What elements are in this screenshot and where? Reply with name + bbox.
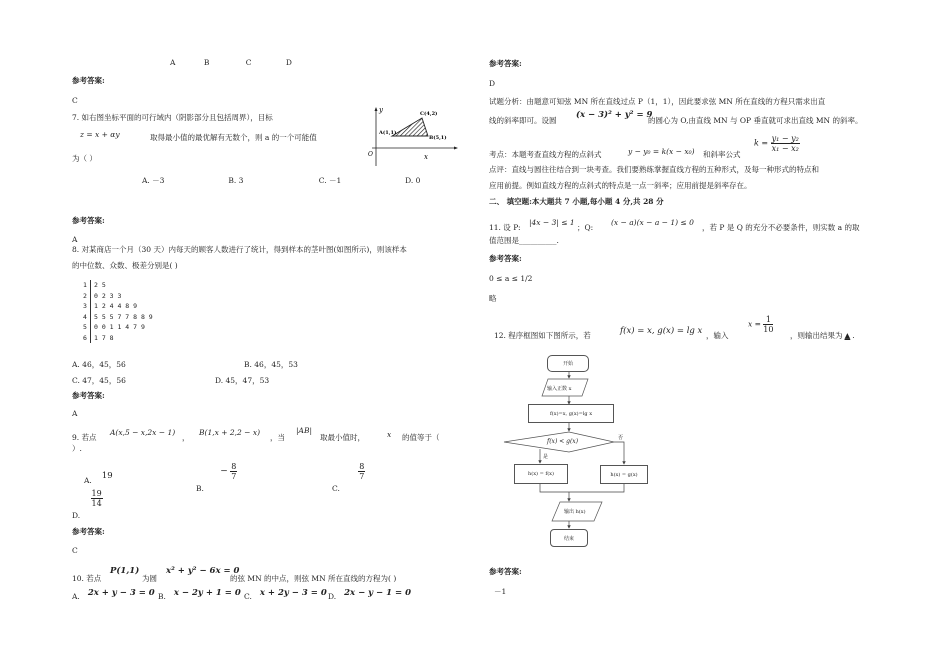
question-9-ab: |AB| [296, 426, 312, 435]
option-c: C [245, 58, 252, 67]
analysis-point-formula: y − y₀ = k(x − x₀) [628, 147, 695, 156]
flowchart-no: 否 [618, 435, 624, 441]
top-options [170, 58, 292, 67]
answer-value: C [72, 96, 78, 105]
answer-value: －1 [494, 587, 507, 596]
q10-option-c: C. x + 2y − 3 = 0 [244, 588, 327, 601]
q7-option-b: B. 3 [228, 176, 244, 185]
flowchart-start: 开始 [547, 355, 589, 372]
graph-point-a-label: A(1,1) [379, 130, 397, 136]
stem-leaf-row: 4 5 5 5 7 7 8 8 9 [80, 312, 153, 323]
question-10-circle-word: 为圆 [142, 574, 157, 583]
q8-option-b: B. 46，45，53 [244, 360, 298, 369]
analysis-circle: (x − 3)² + y² = 9 [576, 110, 653, 120]
question-11-q-label: ；Q: [577, 223, 594, 232]
slope-formula: k = $\frac{\text{y₁ − y₂}}{\text{x₁ − x₂}}$ [754, 134, 799, 153]
q10-option-a: A. 2x + y − 3 = 0 [72, 588, 155, 601]
feasible-region-graph [368, 104, 460, 168]
stem-leaf-plot [80, 280, 153, 343]
q10-option-d: D. 2x − y − 1 = 0 [328, 588, 412, 601]
question-9-when: ，当 [270, 433, 285, 442]
answer-label: 参考答案: [72, 216, 105, 225]
q9-option-d: D. $\frac{19}{14}$ [72, 489, 102, 520]
question-9-end2: ）. [72, 444, 82, 453]
question-11-prefix: 11. 设 P: [489, 223, 521, 232]
flowchart-left-box: h(x) = f(x) [514, 464, 568, 484]
flowchart-yes: 是 [543, 454, 549, 460]
answer-value: D [489, 79, 496, 88]
graph-origin-label: O [368, 151, 373, 158]
q9-option-b: B. − $\frac{8}{7}$ [196, 462, 237, 493]
graph-x-label: x [424, 153, 428, 161]
question-9-x: x [387, 430, 392, 439]
question-8-line1: 8. 对某商店一个月（30 天）内每天的顾客人数进行了统计，得到样本的茎叶图(如图所示)，则该样本 [72, 245, 407, 254]
stem-leaf-row: 6 1 7 8 [80, 333, 153, 344]
q8-option-c: C. 47，45，56 [72, 376, 126, 385]
analysis-line1: 试题分析：由题意可知弦 MN 所在直线过点 P（1，1），因此要求弦 MN 所在直线的方程只需求出直 [489, 97, 826, 106]
answer-label: 参考答案: [72, 527, 105, 536]
question-7-formula: z = x + αy [80, 130, 120, 139]
question-7-options [142, 175, 420, 186]
question-9-sep: ， [182, 433, 190, 442]
option-d: D [285, 58, 292, 67]
question-11-p: |4x − 3| ≤ 1 [529, 218, 575, 227]
answer-value: A [72, 235, 78, 244]
question-10-circle: x² + y² − 6x = 0 [166, 566, 240, 576]
q9-option-c: C. $\frac{8}{7}$ [332, 462, 365, 493]
graph-y-label: y [379, 106, 383, 114]
answer-value: 0 ≤ a ≤ 1/2 [489, 274, 533, 283]
question-10-prefix: 10. 若点 [72, 574, 102, 583]
question-12-input: ，输入 [706, 331, 729, 340]
question-7-line2: 取得最小值的最优解有无数个，则 a 的一个可能值 [150, 133, 317, 142]
answer-blank: ▲ [844, 331, 851, 340]
answer-label: 参考答案: [489, 59, 522, 68]
question-12-tail: ，则输出结果为 ▲ . [790, 331, 855, 340]
question-7-line1: 7. 如右图坐标平面的可行域内（阴影部分且包括周界），目标 [72, 113, 273, 122]
question-9-point-a: A(x,5 − x,2x − 1) [110, 428, 176, 437]
graph-point-c-label: C(4,2) [420, 111, 438, 117]
flowchart-output: 输出 h(x) [564, 509, 586, 515]
option-b: B [203, 58, 210, 67]
flowchart-condition: f(x) < g(x) [547, 438, 579, 445]
question-10-rest: 的弦 MN 的中点，则弦 MN 所在直线的方程为( ) [230, 574, 397, 583]
stem-leaf-row: 5 0 0 1 1 4 7 9 [80, 322, 153, 333]
question-11-q: (x − a)(x − a − 1) ≤ 0 [611, 218, 694, 227]
answer-label: 参考答案: [489, 254, 522, 263]
q10-option-b: B. x − 2y + 1 = 0 [158, 588, 241, 601]
question-11-line1-end: ，若 P 是 Q 的充分不必要条件，则实数 a 的取 [702, 223, 860, 232]
analysis-line2b: 的圆心为 O,由直线 MN 与 OP 垂直就可求出直线 MN 的斜率。 [648, 116, 863, 125]
question-12-funcs: f(x) = x, g(x) = lg x [620, 326, 703, 336]
q7-option-c: C. －1 [318, 176, 342, 185]
section-2-heading: 二、 填空题:本大题共 7 小题,每小题 4 分,共 28 分 [489, 197, 664, 206]
flowchart-end: 结束 [550, 529, 588, 547]
answer-label: 参考答案: [489, 567, 522, 576]
answer-label: 参考答案: [72, 391, 105, 400]
flowchart-input: 输入正数 x [547, 386, 572, 392]
flowchart [500, 352, 660, 552]
analysis-comment1: 点评：直线与圆往往结合到一块考查。我们要熟练掌握直线方程的五种形式，及每一种形式的特点和 [489, 165, 819, 174]
question-8-line2: 的中位数、众数、极差分别是( ) [72, 261, 178, 270]
analysis-point-tail: 和斜率公式 [703, 150, 741, 159]
analysis-line2a: 线的斜率即可。设圆 [489, 116, 557, 125]
question-12-x-value: x = $\frac{1}{10}$ [748, 315, 774, 334]
option-a: A [170, 58, 176, 67]
graph-point-b-label: B(5,1) [429, 135, 447, 141]
q8-option-a: A. 46，45，56 [72, 360, 126, 369]
analysis-comment2: 应用前提。例如直线方程的点斜式的特点是一点一斜率；应用前提是斜率存在。 [489, 181, 752, 190]
q8-option-d: D. 45，47，53 [215, 376, 270, 385]
question-9-point-b: B(1,x + 2,2 − x) [199, 428, 261, 437]
q9-option-a: A. 19 [84, 471, 113, 485]
question-9-end: 的值等于（ [402, 433, 440, 442]
q7-option-d: D. 0 [405, 176, 421, 185]
question-9-mid: 取最小值时， [320, 433, 365, 442]
stem-leaf-row: 1 2 5 [80, 280, 153, 291]
question-7-line3: 为（ ） [72, 154, 97, 163]
stem-leaf-row: 2 0 2 3 3 [80, 291, 153, 302]
q7-option-a: A. －3 [142, 176, 165, 185]
question-9-prefix: 9. 若点 [72, 433, 97, 442]
analysis-point-label: 考点：本题考查直线方程的点斜式 [489, 150, 602, 159]
flowchart-right-box: h(x) = g(x) [600, 465, 648, 484]
answer-value: A [72, 409, 78, 418]
question-11-line2: 值范围是__________. [489, 236, 559, 245]
flowchart-assign: f(x)=x, g(x)=lg x [528, 404, 614, 423]
answer-label: 参考答案: [72, 76, 105, 85]
question-10-point: P(1,1) [110, 566, 140, 576]
answer-note: 略 [489, 294, 497, 303]
answer-value: C [72, 546, 78, 555]
stem-leaf-row: 3 1 2 4 4 8 9 [80, 301, 153, 312]
question-12-prefix: 12. 程序框图如下图所示，若 [494, 331, 591, 340]
